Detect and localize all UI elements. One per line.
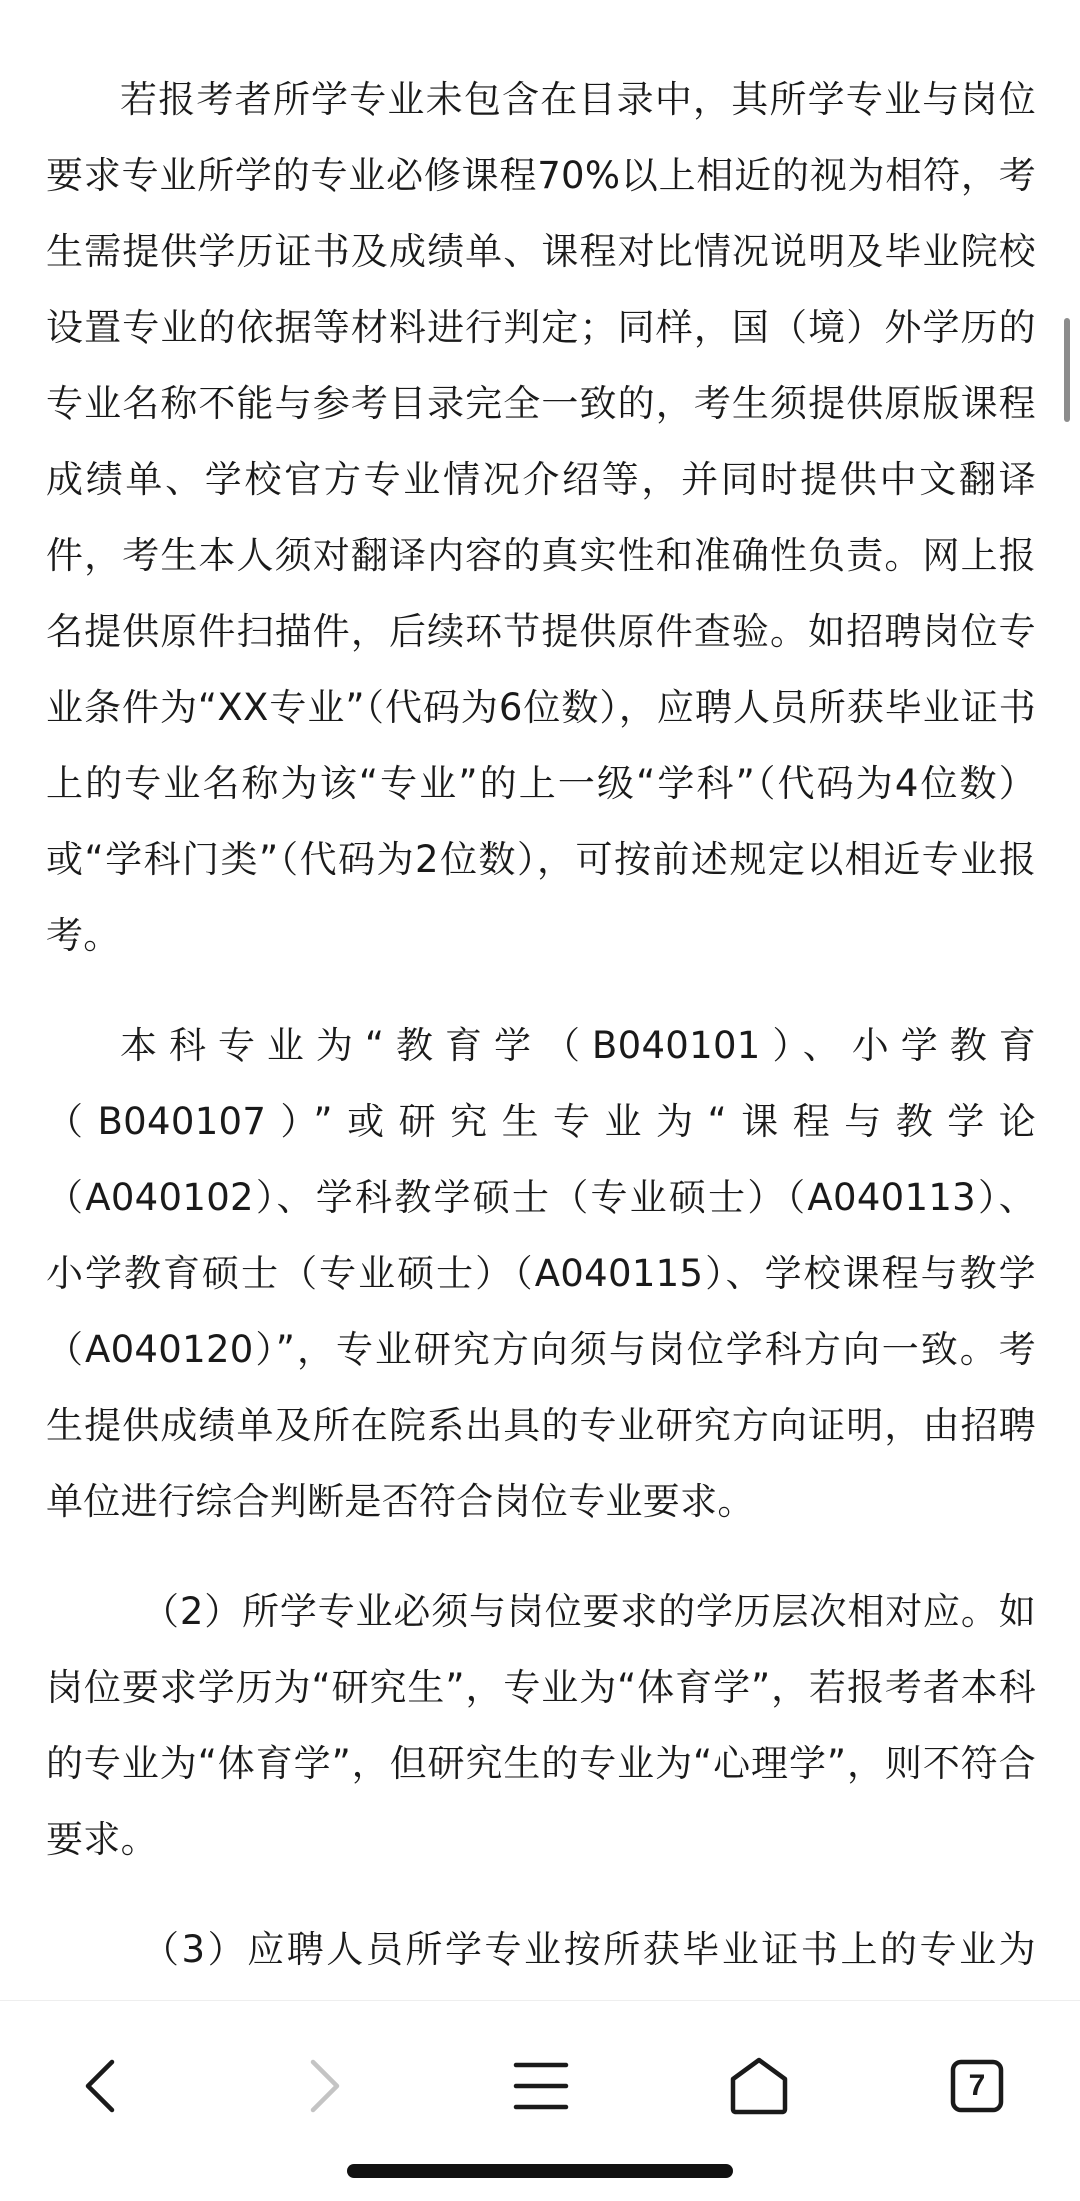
home-button[interactable] xyxy=(714,2041,804,2131)
article-content xyxy=(46,62,1036,2064)
menu-icon xyxy=(511,2058,571,2114)
back-icon xyxy=(78,2056,122,2116)
paragraph-2: 本科专业为“教育学（B040101）、小学教育（B040107）”或研究生专业为“课程与教学论（A040102）、学科教学硕士（专业硕士）（A040113）、小学教育硕士（专业硕士）（A040115）、学校课程与教学（A040120）”，专业研究方向须与岗位学科方向一致。考生提供成绩单及所在院系出具的专业研究方向证明，由招聘单位进行综合判断是否符合岗位专业要求。 xyxy=(46,1024,1036,1523)
home-icon xyxy=(728,2055,790,2117)
home-indicator-bar[interactable] xyxy=(347,2164,733,2178)
forward-button[interactable] xyxy=(280,2041,370,2131)
forward-icon xyxy=(303,2056,347,2116)
scroll-indicator[interactable] xyxy=(1064,318,1070,422)
tabs-icon xyxy=(949,2058,1005,2114)
tabs-button[interactable] xyxy=(932,2041,1022,2131)
menu-button[interactable] xyxy=(496,2041,586,2131)
paragraph-3: （2）所学专业必须与岗位要求的学历层次相对应。如岗位要求学历为“研究生”，专业为“体育学”，若报考者本科的专业为“体育学”，但研究生的专业为“心理学”，则不符合要求。 xyxy=(46,1590,1036,1861)
paragraph-1: 若报考者所学专业未包含在目录中，其所学专业与岗位要求专业所学的专业必修课程70%以上相近的视为相符，考生需提供学历证书及成绩单、课程对比情况说明及毕业院校设置专业的依据等材料进行判定；同样，国（境）外学历的专业名称不能与参考目录完全一致的，考生须提供原版课程成绩单、学校官方专业情况介绍等，并同时提供中文翻译件，考生本人须对翻译内容的真实性和准确性负责。网上报名提供原件扫描件，后续环节提供原件查验。如招聘岗位专业条件为“XX专业”（代码为6位数），应聘人员所获毕业证书上的专业名称为该“专业”的上一级“学科”（代码为4位数）或“学科门类”（代码为2位数），可按前述规定以相近专业报考。 xyxy=(46,78,1036,957)
tab-count: 7 xyxy=(968,2069,986,2102)
paragraph-4: （3）应聘人员所学专业按所获毕业证书上的专业为 xyxy=(142,1928,1036,1971)
back-button[interactable] xyxy=(55,2041,145,2131)
